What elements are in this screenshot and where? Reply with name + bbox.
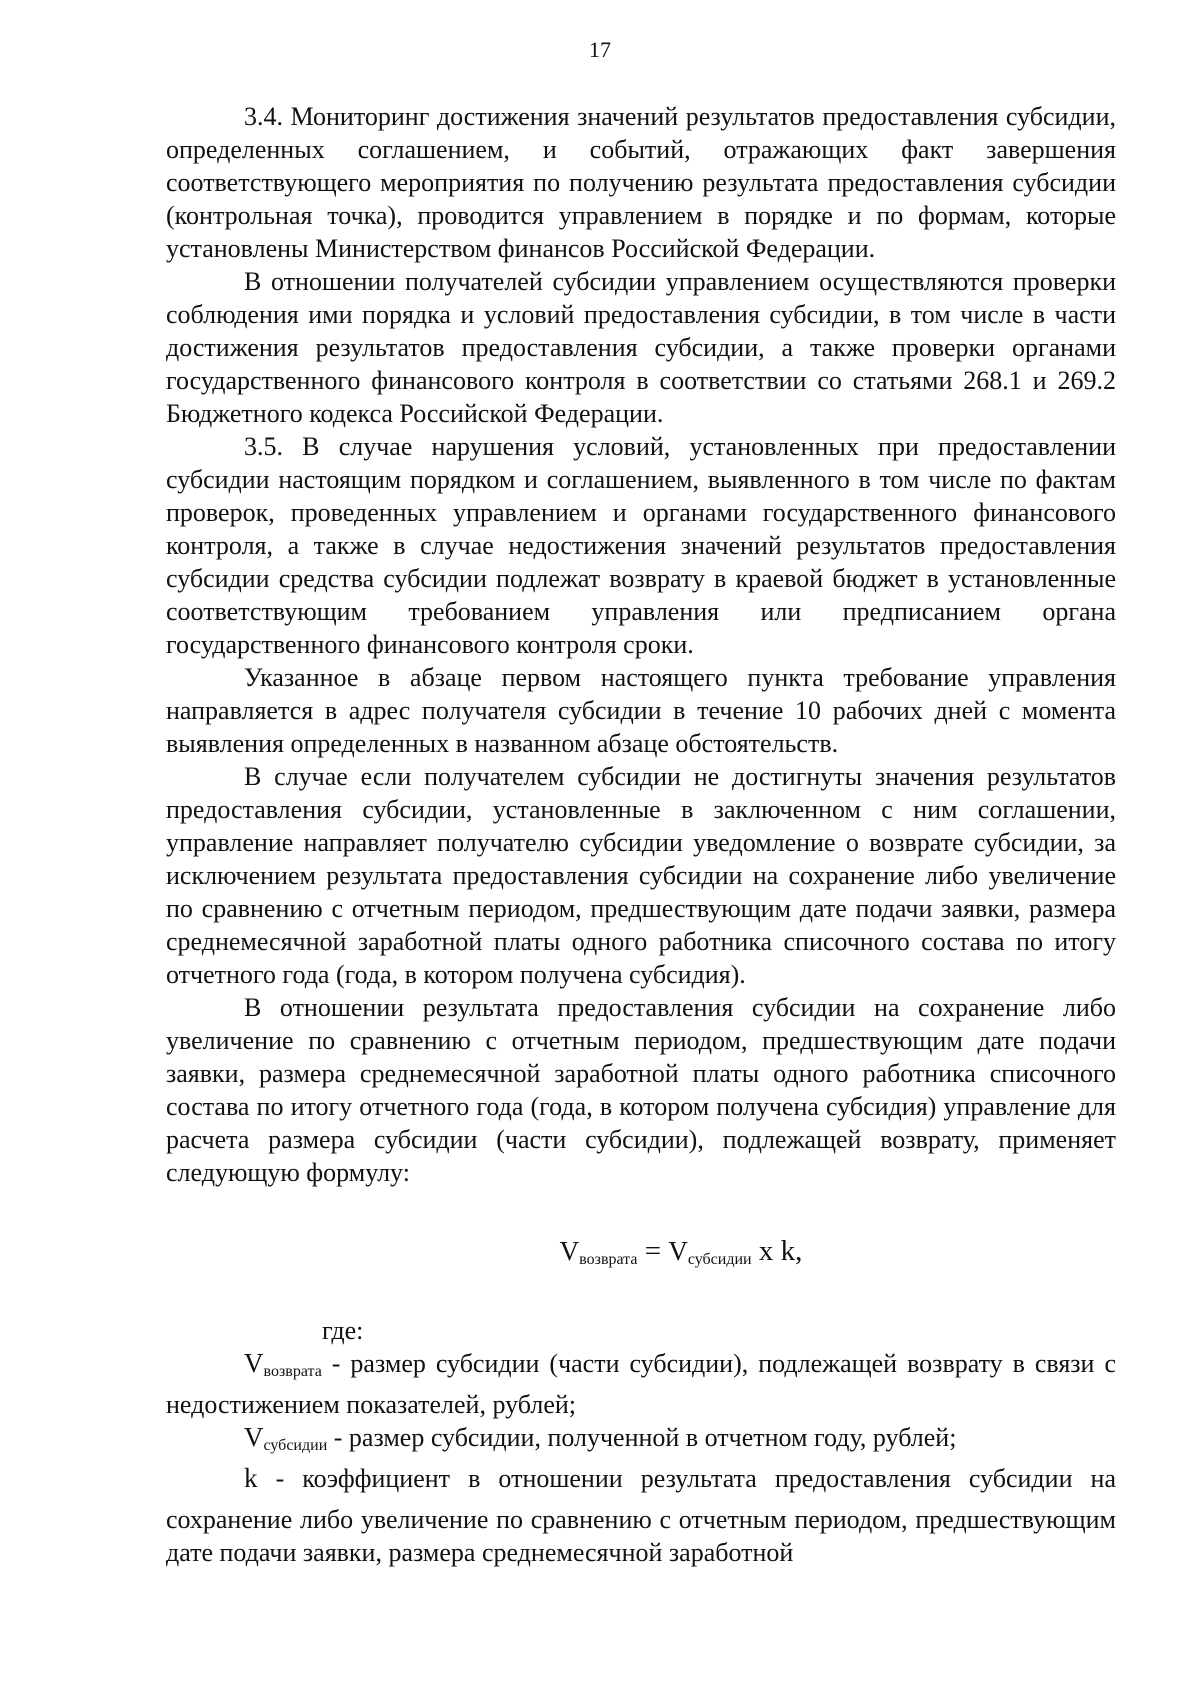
formula-lhs-symbol: V: [559, 1236, 580, 1266]
definition-k: [166, 1462, 1116, 1569]
paragraph-inspections: В отношении получателей субсидии управлением осуществляются проверки соблюдения ими порядка и условий предоставления субсидии, в том числе в части достижения результатов предоставления субсидии, а также проверки органами государственного финансового контроля в соответствии со статьями 268.1 и 269.2 Бюджетного кодекса Российской Федерации.: [166, 267, 1116, 428]
formula-equals: =: [644, 1235, 662, 1267]
definition-v-refund: [166, 1347, 1116, 1421]
definition-symbol: V: [244, 1422, 264, 1452]
formula-lhs-subscript: возврата: [579, 1251, 638, 1268]
refund-formula: [246, 1233, 1116, 1278]
definition-text: - коэффициент в отношении результата предоставления субсидии на сохранение либо увеличение по сравнению с отчетным периодом, предшествующим дате подачи заявки, размера среднемесячной заработной: [166, 1464, 1116, 1567]
paragraph-formula-intro: В отношении результата предоставления субсидии на сохранение либо увеличение по сравнению с отчетным периодом, предшествующим дате подачи заявки, размера среднемесячной заработной платы одного работника списочного состава по итогу отчетного года (года, в котором получена субсидия) управление для расчета размера субсидии (части субсидии), подлежащей возврату, применяет следующую формулу:: [166, 993, 1116, 1187]
formula-coefficient: x k,: [758, 1235, 803, 1267]
formula-rhs-subscript: субсидии: [687, 1251, 752, 1268]
definition-text: - размер субсидии (части субсидии), подлежащей возврату в связи с недостижением показателей, рублей;: [166, 1349, 1116, 1419]
definition-subscript: возврата: [263, 1363, 322, 1380]
paragraph-3-4: 3.4. Мониторинг достижения значений результатов предоставления субсидии, определенных соглашением, и событий, отражающих факт завершения соответствующего мероприятия по получению результата предоставления субсидии (контрольная точка), проводится управлением в порядке и по формам, которые установлены Министерством финансов Российской Федерации.: [166, 102, 1116, 263]
definition-symbol: V: [244, 1348, 264, 1378]
formula-rhs-symbol: V: [668, 1236, 688, 1266]
definition-text: - размер субсидии, полученной в отчетном году, рублей;: [327, 1423, 957, 1452]
paragraph-not-achieved: В случае если получателем субсидии не достигнуты значения результатов предоставления субсидии, установленные в заключенном с ним соглашении, управление направляет получателю субсидии уведомление о возврате субсидии, за исключением результата предоставления субсидии на сохранение либо увеличение по сравнению с отчетным периодом, предшествующим дате подачи заявки, размера среднемесячной заработной платы одного работника списочного состава по итогу отчетного года (года, в котором получена субсидия).: [166, 762, 1116, 989]
definition-subscript: субсидии: [263, 1437, 328, 1454]
page-number: 17: [589, 37, 611, 62]
document-body: [166, 100, 1116, 1569]
definition-symbol: k: [244, 1463, 258, 1493]
paragraph-3-5: 3.5. В случае нарушения условий, установленных при предоставлении субсидии настоящим порядком и соглашением, выявленного в том числе по фактам проверок, проведенных управлением и органами государственного финансового контроля, а также в случае недостижения значений результатов предоставления субсидии средства субсидии подлежат возврату в краевой бюджет в установленные соответствующим требованием управления или предписанием органа государственного финансового контроля сроки.: [166, 432, 1116, 659]
definition-v-subsidy: [166, 1421, 1116, 1462]
paragraph-requirement-notice: Указанное в абзаце первом настоящего пункта требование управления направляется в адрес получателя субсидии в течение 10 рабочих дней с момента выявления определенных в названном абзаце обстоятельств.: [166, 663, 1116, 758]
where-label: где:: [322, 1316, 364, 1345]
